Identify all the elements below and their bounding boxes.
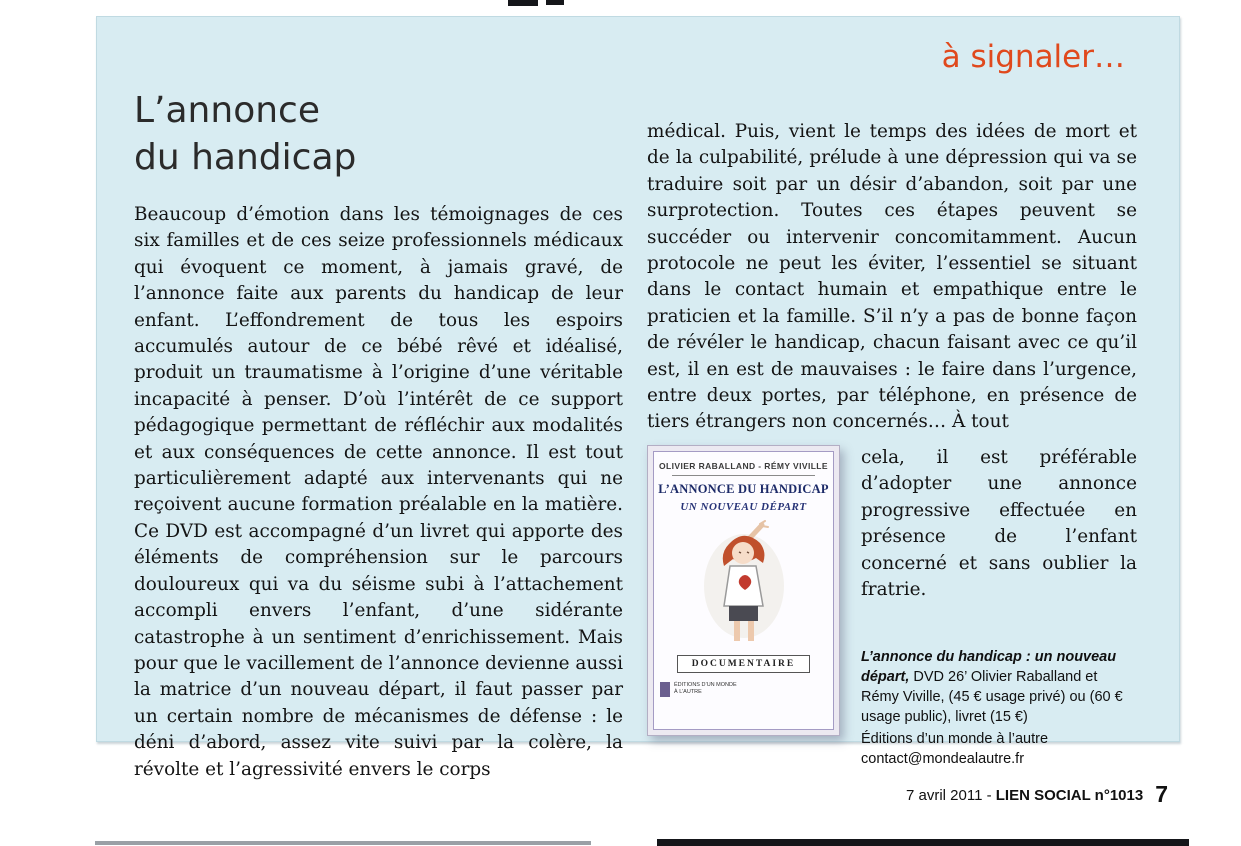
- caption-publisher: Éditions d’un monde à l’autre: [861, 731, 1049, 748]
- article-text-col1: Beaucoup d’émotion dans les témoignages de ces six familles et de ces seize professionnels médicaux qui évoquent ce moment, à jamais gravé, de l’annonce faite aux parents du handicap de leur enfant. L’effondrement de tous les espoirs accumulés autour de ce bébé rêvé et idéalisé, produit un traumatisme à l’origine d’une véritable incapacité à penser. D’où l’intérêt de ce support pédagogique permettant de réfléchir aux modalités et aux conséquences de cette annonce. Il est tout particulièrement adapté aux intervenants qui ne reçoivent aucune formation préalable en la matière. Ce DVD est accompagné d’un livret qui apporte des éléments de compréhension sur le parcours douloureux qui va du séisme subi à l’attachement accompli envers l’enfant, d’une sidérante catastrophe à un sentiment d’enrichissement. Mais pour que le vacillement de l’annonce devienne aussi la matrice d’un nouveau départ, il faut passer par un certain nombre de mécanismes de défense : le déni d’abord, assez vite suivi par la colère, la révolte et l’agressivité envers le corps: [134, 204, 623, 780]
- article-title: [134, 87, 623, 181]
- dvd-cover: [647, 445, 840, 736]
- scan-artifact: [657, 839, 1189, 846]
- article-text-col2: médical. Puis, vient le temps des idées de mort et de la culpabilité, prélude à une dépression qui va se traduire soit par un désir d’abandon, soit par une surprotection. Toutes ces étapes peuvent se succéder ou intervenir concomitamment. Aucun protocole ne peut les éviter, l’essentiel se situant dans le contact humain et empathique entre le praticien et la famille. S’il n’y a pas de bonne façon de révéler le handicap, chacun faisant avec ce qu’il est, il en est de mauvaises : le faire dans l’urgence, entre deux portes, par téléphone, en présence de tiers étrangers non concernés… À tout: [647, 121, 1137, 433]
- dvd-publisher-logo: ÉDITIONS D’UN MONDE À L’AUTRE: [660, 682, 738, 697]
- article-title-line2: du handicap: [134, 137, 357, 178]
- caption-title: L’annonce du handicap : un nouveau départ,: [861, 649, 1117, 686]
- scan-artifact: [546, 0, 564, 5]
- footer-date: 7 avril 2011 -: [906, 787, 996, 804]
- section-header: à signaler…: [941, 39, 1125, 75]
- dvd-cover-inner: [653, 451, 834, 730]
- dvd-authors: OLIVIER RABALLAND - RÉMY VIVILLE: [659, 460, 828, 471]
- caption-main: [861, 647, 1137, 727]
- magazine-page: [96, 16, 1180, 780]
- right-column: [647, 119, 1137, 769]
- footer-page-number: 7: [1155, 781, 1168, 807]
- scan-artifact: [95, 841, 591, 845]
- article-text-wrap: cela, il est préférable d’adopter une annonce progressive effectuée en présence de l’enfant concerné et sans oublier la fratrie.: [861, 446, 1137, 600]
- dvd-title: L’ANNONCE DU HANDICAP: [658, 481, 829, 496]
- footer-journal: LIEN SOCIAL n°1013: [995, 787, 1144, 804]
- dvd-caption: [861, 647, 1137, 769]
- beside-dvd-column: [861, 445, 1137, 769]
- left-column: [134, 87, 623, 783]
- caption-details: DVD 26’ Olivier Raballand et Rémy Viville, (45 € usage privé) ou (60 € usage public), livret (15 €): [861, 669, 1123, 726]
- dvd-divider: [672, 475, 816, 476]
- article-title-line1: L’annonce: [134, 90, 320, 131]
- page-footer: [760, 781, 1168, 808]
- dvd-subtitle: UN NOUVEAU DÉPART: [680, 500, 807, 513]
- dvd-cover-illustration: [696, 520, 792, 650]
- caption-contact: contact@mondealautre.fr: [861, 751, 1025, 768]
- scan-artifact: [508, 0, 538, 6]
- media-row: [647, 445, 1137, 769]
- dvd-genre-label: DOCUMENTAIRE: [677, 655, 811, 673]
